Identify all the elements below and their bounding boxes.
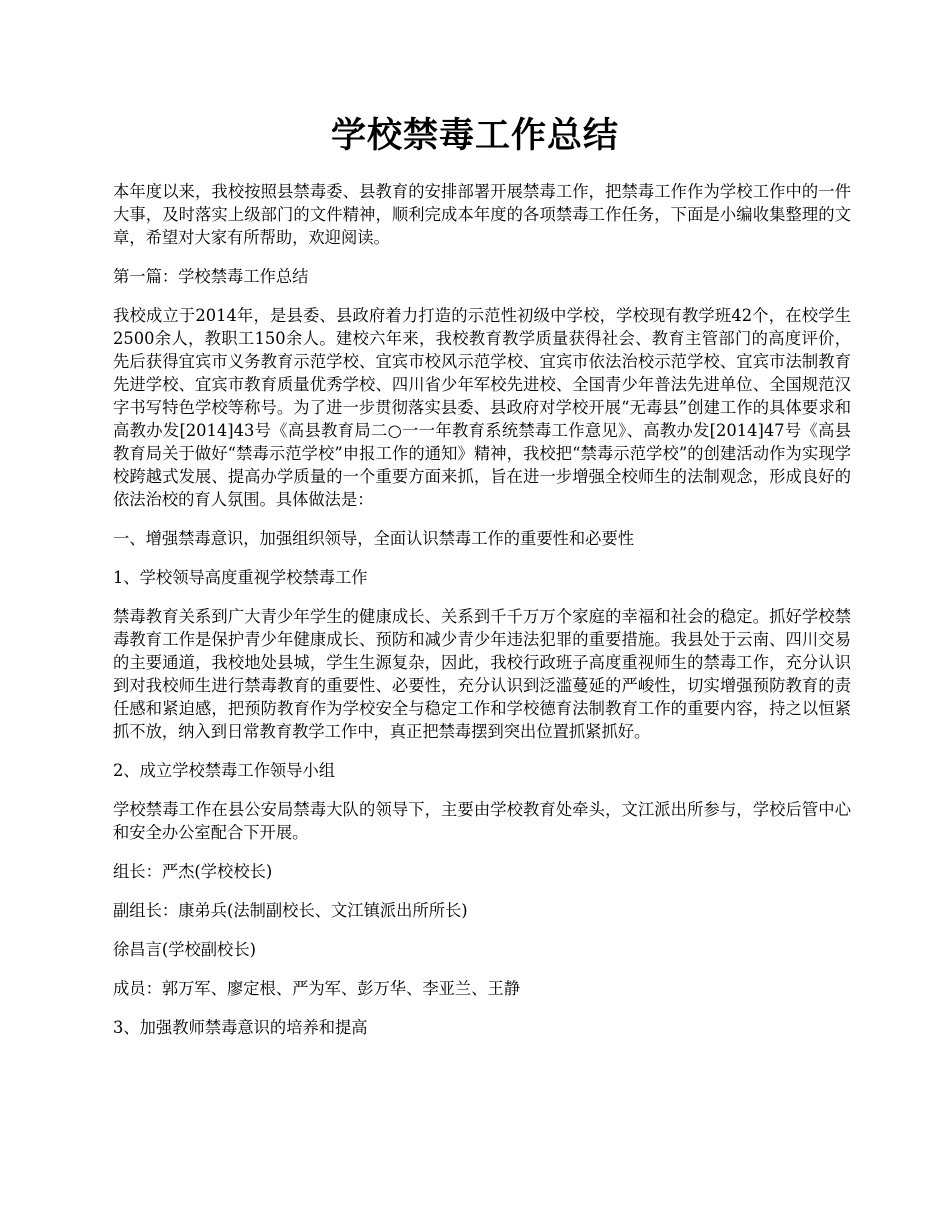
deputy-leader-line-2: 徐昌言(学校副校长)	[113, 940, 256, 959]
deputy-leader-line: 副组长：康弟兵(法制副校长、文江镇派出所所长)	[113, 901, 468, 920]
group-leader-line: 组长：严杰(学校校长)	[113, 862, 273, 881]
subheading-2: 2、成立学校禁毒工作领导小组	[113, 761, 336, 780]
section-heading-one: 一、增强禁毒意识，加强组织领导，全面认识禁毒工作的重要性和必要性	[113, 529, 635, 548]
subheading-3: 3、加强教师禁毒意识的培养和提高	[113, 1018, 368, 1037]
members-line: 成员：郭万军、廖定根、严为军、彭万华、李亚兰、王静	[113, 979, 521, 998]
document-body	[113, 180, 851, 1055]
subheading-1: 1、学校领导高度重视学校禁毒工作	[113, 568, 368, 587]
school-overview-paragraph: 我校成立于2014年，是县委、县政府着力打造的示范性初级中学校，学校现有教学班42个，在校学生2500余人，教职工150余人。建校六年来，我校教育教学质量获得社会、教育主管部门的高度评价，先后获得宜宾市义务教育示范学校、宜宾市校风示范学校、宜宾市依法治校示范学校、宜宾市法制教育先进学校、宜宾市教育质量优秀学校、四川省少年军校先进校、全国青少年普法先进单位、全国规范汉字书写特色学校等称号。为了进一步贯彻落实县委、县政府对学校开展“无毒县”创建工作的具体要求和高教办发[2014]43号《高县教育局二○一一年教育系统禁毒工作意见》、高教办发[2014]47号《高县教育局关于做好“禁毒示范学校”申报工作的通知》精神，我校把“禁毒示范学校”的创建活动作为实现学校跨越式发展、提高办学质量的一个重要方面来抓，旨在进一步增强全校师生的法制观念，形成良好的依法治校的育人氛围。具体做法是：	[113, 306, 851, 509]
intro-paragraph: 本年度以来，我校按照县禁毒委、县教育的安排部署开展禁毒工作，把禁毒工作作为学校工作中的一件大事，及时落实上级部门的文件精神，顺利完成本年度的各项禁毒工作任务，下面是小编收集整理的文章，希望对大家有所帮助，欢迎阅读。	[113, 182, 851, 247]
body-paragraph-leadership: 学校禁毒工作在县公安局禁毒大队的领导下，主要由学校教育处牵头，文江派出所参与，学校后管中心和安全办公室配合下开展。	[113, 800, 851, 842]
document-title: 学校禁毒工作总结	[330, 116, 619, 156]
body-paragraph-importance: 禁毒教育关系到广大青少年学生的健康成长、关系到千千万万个家庭的幸福和社会的稳定。抓好学校禁毒教育工作是保护青少年健康成长、预防和减少青少年违法犯罪的重要措施。我县处于云南、四川交易的主要通道，我校地处县城，学生生源复杂，因此，我校行政班子高度重视师生的禁毒工作，充分认识到对我校师生进行禁毒教育的重要性、必要性，充分认识到泛滥蔓延的严峻性，切实增强预防教育的责任感和紧迫感，把预防教育作为学校安全与稳定工作和学校德育法制教育工作的重要内容，持之以恒紧抓不放，纳入到日常教育教学工作中，真正把禁毒摆到突出位置抓紧抓好。	[113, 607, 851, 741]
section-heading-part-one: 第一篇：学校禁毒工作总结	[113, 267, 309, 286]
